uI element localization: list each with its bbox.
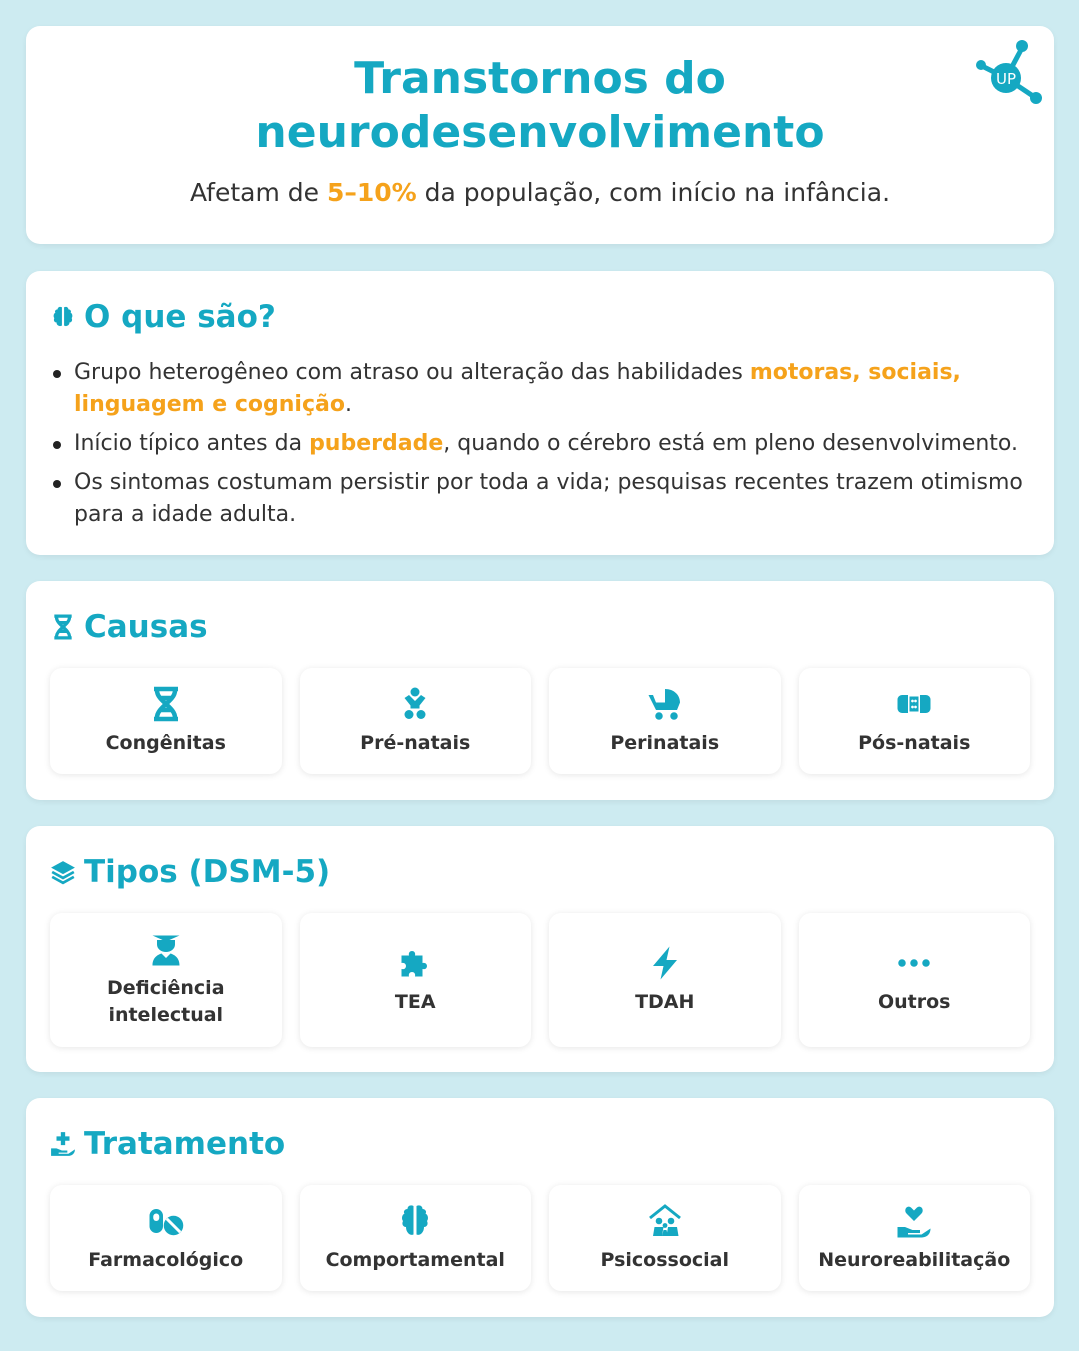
cause-tile-congenital: Congênitas	[50, 668, 282, 774]
dna-icon	[50, 614, 76, 640]
section-title-causes: Causas	[50, 609, 208, 645]
type-tile-tdah: TDAH	[549, 913, 781, 1047]
pills-icon	[148, 1203, 184, 1239]
type-tile-tea: TEA	[300, 913, 532, 1047]
type-tile-others: Outros	[799, 913, 1031, 1047]
definition-list	[50, 357, 1024, 538]
what-are-they-card	[26, 271, 1054, 555]
section-title-what: O que são?	[50, 299, 276, 335]
page-title	[26, 52, 1054, 160]
brain-icon	[397, 1203, 433, 1239]
treatment-tile-behavioral: Comportamental	[300, 1185, 532, 1291]
bandage-icon	[896, 686, 932, 722]
list-item: Grupo heterogêneo com atraso ou alteração das habilidades motoras, sociais, linguagem e cognição.	[50, 357, 1024, 421]
lightning-bolt-icon	[647, 945, 683, 981]
title-line-2: neurodesenvolvimento	[255, 107, 825, 158]
treatment-tile-neurorehabilitation: Neuroreabilitação	[799, 1185, 1031, 1291]
hand-medical-icon	[50, 1131, 76, 1157]
treatment-tile-psychosocial: Psicossocial	[549, 1185, 781, 1291]
hand-heart-icon	[896, 1203, 932, 1239]
section-title-types: Tipos (DSM-5)	[50, 854, 330, 890]
header-card	[26, 26, 1054, 244]
up-logo-icon	[974, 34, 1046, 106]
treatment-card	[26, 1098, 1054, 1317]
title-line-1: Transtornos do	[354, 53, 726, 104]
svg-text:UP: UP	[995, 70, 1017, 88]
brain-icon	[50, 304, 76, 330]
list-item: Os sintomas costumam persistir por toda a vida; pesquisas recentes trazem otimismo para a idade adulta.	[50, 467, 1024, 531]
baby-carriage-icon	[647, 686, 683, 722]
list-item: Início típico antes da puberdade, quando o cérebro está em pleno desenvolvimento.	[50, 428, 1024, 460]
prevalence-highlight: 5–10%	[326, 178, 417, 207]
causes-card	[26, 581, 1054, 800]
types-card	[26, 826, 1054, 1072]
graduate-icon	[148, 931, 184, 967]
layers-icon	[50, 859, 76, 885]
ellipsis-icon	[896, 945, 932, 981]
type-tile-intellectual: Deficiência intelectual	[50, 913, 282, 1047]
cause-tile-prenatal: Pré-natais	[300, 668, 532, 774]
cause-tile-perinatal: Perinatais	[549, 668, 781, 774]
treatment-tile-pharmacological: Farmacológico	[50, 1185, 282, 1291]
cause-tile-postnatal: Pós-natais	[799, 668, 1031, 774]
section-title-treatment: Tratamento	[50, 1126, 285, 1162]
subtitle: Afetam de 5–10% da população, com início na infância.	[189, 178, 891, 207]
puzzle-piece-icon	[397, 945, 433, 981]
baby-icon	[397, 686, 433, 722]
family-house-icon	[647, 1203, 683, 1239]
dna-icon	[148, 686, 184, 722]
